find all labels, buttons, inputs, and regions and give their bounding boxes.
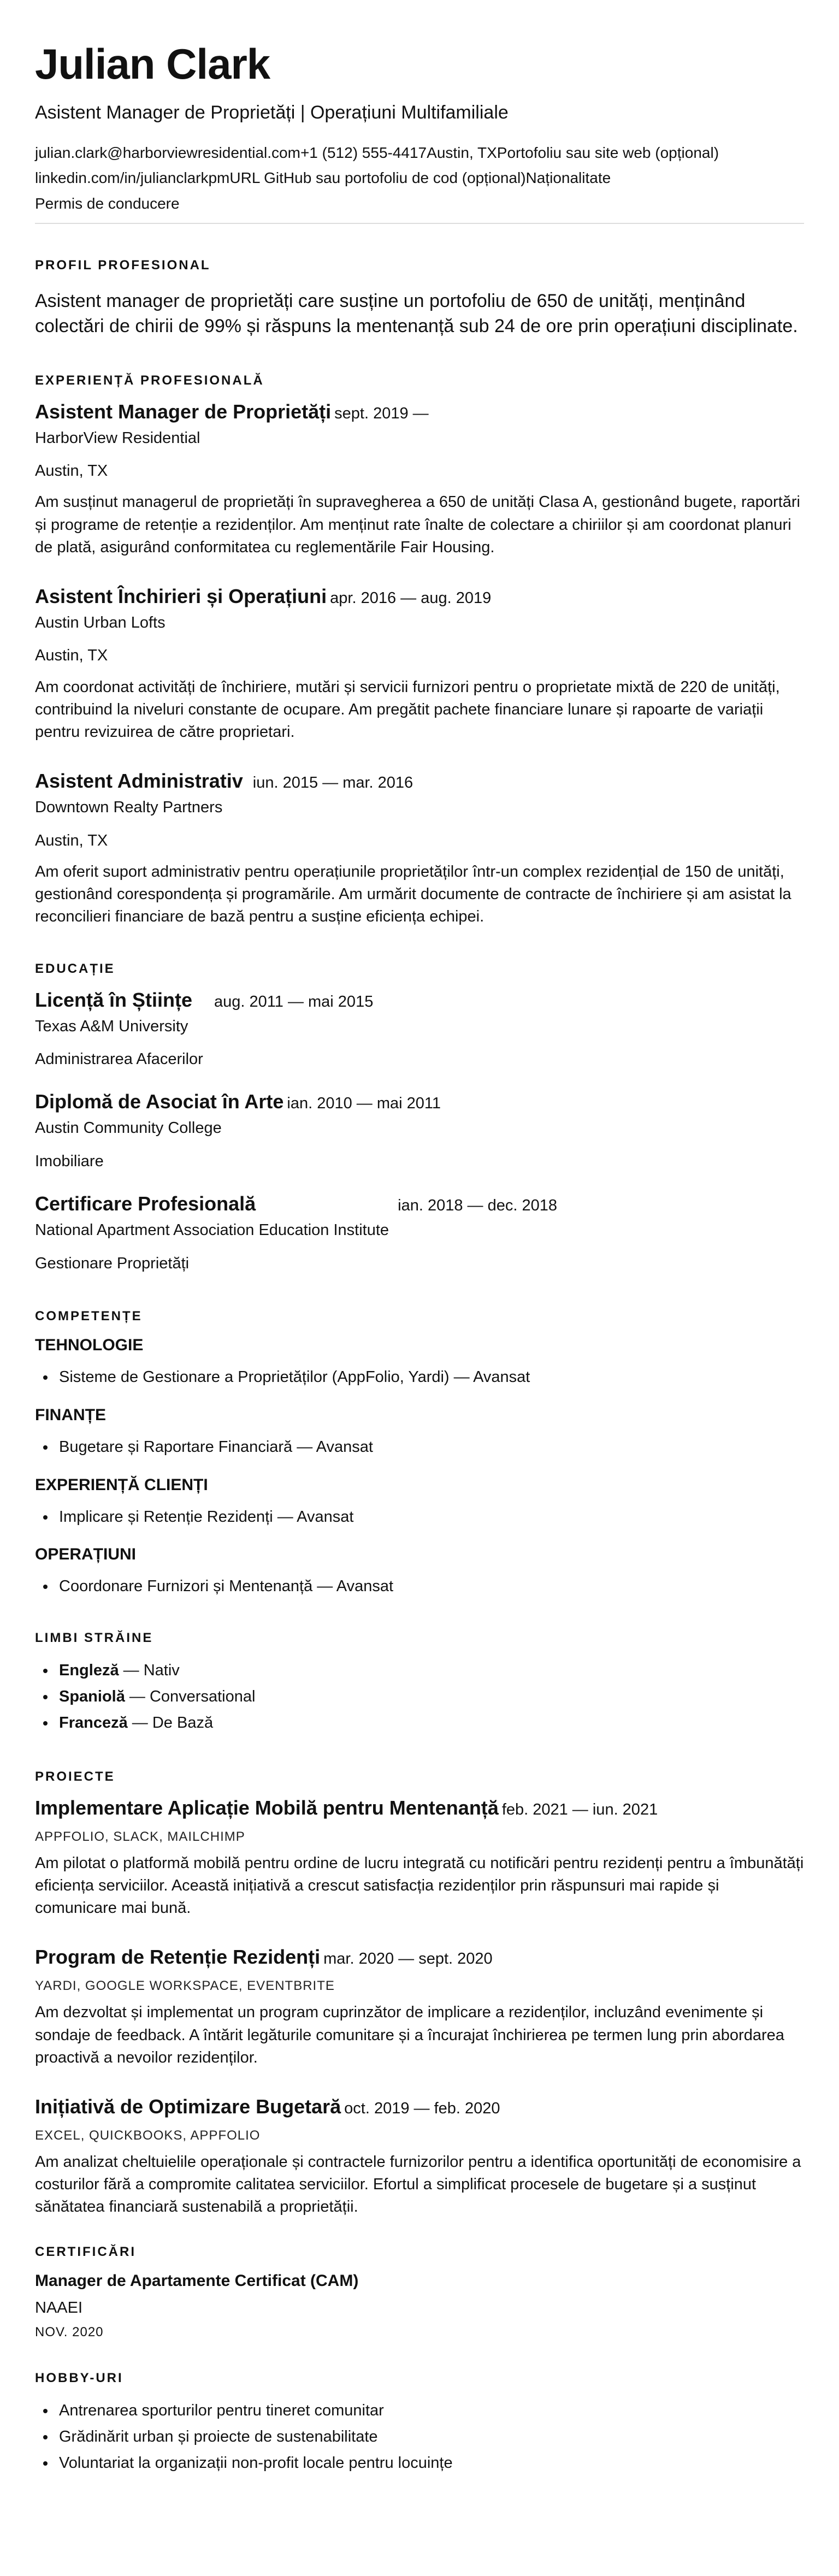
institution-name: National Apartment Association Education Institute xyxy=(35,1221,389,1239)
project-description: Am pilotat o platformă mobilă pentru ordine de lucru integrată cu notificări pentru rezidenți pentru a îmbunătăți eficiența serviciilor. Această inițiativă a crescut satisfacția rezidenților prin răspunsuri mai rapide și comunicare mai bună. xyxy=(35,1854,804,1917)
project-tech: APPFOLIO, SLACK, MAILCHIMP xyxy=(35,1829,245,1844)
language-list xyxy=(35,1658,804,1736)
job-location: Austin, TX xyxy=(35,462,108,480)
project-tech: YARDI, GOOGLE WORKSPACE, EVENTBRITE xyxy=(35,1978,335,1994)
institution-name: Texas A&M University xyxy=(35,1017,188,1035)
certification-issuer: NAAEI xyxy=(35,2299,83,2317)
resume-header xyxy=(35,40,804,224)
company-name: HarborView Residential xyxy=(35,429,200,447)
degree-title: Certificare Profesională xyxy=(35,1192,256,1215)
job-dates: apr. 2016 — aug. 2019 xyxy=(330,589,492,607)
job-description: Am susținut managerul de proprietăți în supravegherea a 650 de unități Clasa A, gestionând bugete, raportări și programe de retenție a rezidenților. Am menținut rate înalte de colectare a chiriilor și am coordonat planuri de plată, asigurând conformitatea cu reglementările Fair Housing. xyxy=(35,493,800,556)
education-item xyxy=(35,1090,804,1174)
email-link[interactable]: julian.clark@harborviewresidential.com xyxy=(35,144,300,161)
experience-section xyxy=(35,373,804,929)
skill-list xyxy=(35,1504,804,1531)
hobby-item: • Grădinărit urban și proiecte de sustenabilitate xyxy=(56,2424,804,2450)
languages-section xyxy=(35,1630,804,1736)
job-dates: iun. 2015 — mar. 2016 xyxy=(252,774,413,792)
hobby-item: • Voluntariat la organizații non-profit locale pentru locuințe xyxy=(56,2450,804,2477)
section-title: EDUCAȚIE xyxy=(35,961,115,976)
experience-item xyxy=(35,585,804,743)
certifications-section xyxy=(35,2244,804,2340)
degree-title: Diplomă de Asociat în Arte xyxy=(35,1090,284,1113)
contact-row-3 xyxy=(35,191,804,216)
candidate-name: Julian Clark xyxy=(35,40,270,88)
job-dates: sept. 2019 — xyxy=(334,404,429,422)
portfolio-placeholder: Portofoliu sau site web (opțional) xyxy=(497,144,719,161)
language-item xyxy=(56,1684,804,1710)
skill-category-title: FINANȚE xyxy=(35,1405,106,1424)
skill-item: • Implicare și Retenție Rezidenți — Avansat xyxy=(56,1504,804,1531)
project-tech: EXCEL, QUICKBOOKS, APPFOLIO xyxy=(35,2128,261,2143)
project-name: Inițiativă de Optimizare Bugetară xyxy=(35,2095,341,2118)
degree-title: Licență în Științe xyxy=(35,988,193,1011)
language-level: — De Bază xyxy=(127,1714,214,1732)
job-description: Am oferit suport administrativ pentru operațiunile proprietăților într-un complex rezidențial de 150 de unități, gestionând corespondența și programările. Am urmărit documente de contracte de închiriere și am asistat la reconcilieri financiare de bază pentru a susține eficiența echipei. xyxy=(35,863,791,926)
company-name: Downtown Realty Partners xyxy=(35,799,223,817)
language-name: Franceză xyxy=(59,1714,128,1732)
certification-item xyxy=(35,2272,804,2340)
education-dates: aug. 2011 — mai 2015 xyxy=(214,992,374,1011)
summary-section xyxy=(35,258,804,339)
linkedin-link[interactable]: linkedin.com/in/julianclarkpm xyxy=(35,169,230,187)
project-dates: mar. 2020 — sept. 2020 xyxy=(323,1950,493,1968)
skill-item: • Sisteme de Gestionare a Proprietăților (AppFolio, Yardi) — Avansat xyxy=(56,1364,804,1391)
language-item xyxy=(56,1710,804,1736)
hobby-list xyxy=(35,2398,804,2477)
skill-list xyxy=(35,1574,804,1600)
field-of-study: Gestionare Proprietăți xyxy=(35,1254,190,1272)
experience-item xyxy=(35,770,804,928)
education-section xyxy=(35,961,804,1276)
project-description: Am analizat cheltuielile operaționale și contractele furnizorilor pentru a identifica oportunități de economisire a costurilor fără a compromite calitatea serviciilor. Efortul a simplificat procesele de bugetare și a susținut sănătatea financiară sustenabilă a proprietății. xyxy=(35,2153,801,2216)
job-description: Am coordonat activități de închiriere, mutări și servicii furnizori pentru o proprietate mixtă de 220 de unități, contribuind la niveluri constante de ocupare. Am pregătit pachete financiare lunare și rapoarte de variații pentru revizuirea de către proprietari. xyxy=(35,678,780,741)
header-divider xyxy=(35,223,804,224)
drivers-license-placeholder: Permis de conducere xyxy=(35,194,180,212)
field-of-study: Administrarea Afacerilor xyxy=(35,1050,203,1068)
section-title: LIMBI STRĂINE xyxy=(35,1630,153,1646)
language-level: — Nativ xyxy=(119,1662,180,1680)
hobbies-section xyxy=(35,2371,804,2477)
contact-row-2 xyxy=(35,166,804,191)
section-title: PROIECTE xyxy=(35,1769,115,1784)
candidate-headline: Asistent Manager de Proprietăți | Operațiuni Multifamiliale xyxy=(35,102,509,123)
summary-text: Asistent manager de proprietăți care susține un portofoliu de 650 de unități, menținând colectări de chirii de 99% și răspuns la mentenanță sub 24 de ore prin operațiuni disciplinate. xyxy=(35,291,798,337)
project-dates: feb. 2021 — iun. 2021 xyxy=(501,1800,658,1818)
project-item xyxy=(35,2095,804,2219)
education-dates: ian. 2018 — dec. 2018 xyxy=(398,1197,557,1215)
project-name: Program de Retenție Rezidenți xyxy=(35,1946,321,1969)
skill-category-title: EXPERIENȚĂ CLIENȚI xyxy=(35,1475,208,1494)
education-item xyxy=(35,1192,804,1276)
section-title: COMPETENȚE xyxy=(35,1308,143,1324)
location: Austin, TX xyxy=(427,144,497,161)
language-name: Engleză xyxy=(59,1662,119,1680)
job-location: Austin, TX xyxy=(35,831,108,849)
project-item xyxy=(35,1797,804,1920)
experience-item xyxy=(35,400,804,559)
project-description: Am dezvoltat și implementat un program cuprinzător de implicare a rezidenților, incluzând evenimente și sondaje de feedback. A întărit legăturile comunitare și a încurajat închirierea pe termen lung prin abordarea proactivă a nevoilor rezidenților. xyxy=(35,2004,784,2066)
skills-section xyxy=(35,1309,804,1600)
project-item xyxy=(35,1946,804,2069)
phone-number: +1 (512) 555-4417 xyxy=(300,144,427,161)
skill-list xyxy=(35,1434,804,1461)
job-title: Asistent Administrativ xyxy=(35,770,243,793)
skill-item: • Bugetare și Raportare Financiară — Avansat xyxy=(56,1434,804,1461)
education-dates: ian. 2010 — mai 2011 xyxy=(287,1095,441,1113)
projects-section xyxy=(35,1769,804,2219)
certification-name: Manager de Apartamente Certificat (CAM) xyxy=(35,2272,359,2290)
company-name: Austin Urban Lofts xyxy=(35,613,166,631)
skill-item: • Coordonare Furnizori și Mentenanță — Avansat xyxy=(56,1574,804,1600)
skill-category-title: TEHNOLOGIE xyxy=(35,1336,144,1354)
language-item xyxy=(56,1658,804,1684)
nationality-placeholder: Naționalitate xyxy=(525,169,611,187)
section-title: CERTIFICĂRI xyxy=(35,2244,136,2260)
contact-block xyxy=(35,140,804,216)
github-placeholder: URL GitHub sau portofoliu de cod (opțional) xyxy=(229,169,526,187)
language-name: Spaniolă xyxy=(59,1688,125,1706)
skill-list xyxy=(35,1364,804,1391)
hobby-item: • Antrenarea sporturilor pentru tineret comunitar xyxy=(56,2398,804,2424)
education-item xyxy=(35,989,804,1072)
field-of-study: Imobiliare xyxy=(35,1152,104,1170)
contact-row-1 xyxy=(35,140,804,166)
project-name: Implementare Aplicație Mobilă pentru Mentenanță xyxy=(35,1796,499,1819)
project-dates: oct. 2019 — feb. 2020 xyxy=(344,2099,500,2117)
job-location: Austin, TX xyxy=(35,647,108,665)
skill-category-title: OPERAȚIUNI xyxy=(35,1545,137,1564)
certification-date: NOV. 2020 xyxy=(35,2325,104,2340)
job-title: Asistent Manager de Proprietăți xyxy=(35,400,332,423)
job-title: Asistent Închirieri și Operațiuni xyxy=(35,584,327,607)
section-title: PROFIL PROFESIONAL xyxy=(35,258,211,273)
section-title: HOBBY-URI xyxy=(35,2371,123,2386)
institution-name: Austin Community College xyxy=(35,1119,222,1137)
language-level: — Conversational xyxy=(125,1688,256,1706)
section-title: EXPERIENȚĂ PROFESIONALĂ xyxy=(35,373,264,388)
